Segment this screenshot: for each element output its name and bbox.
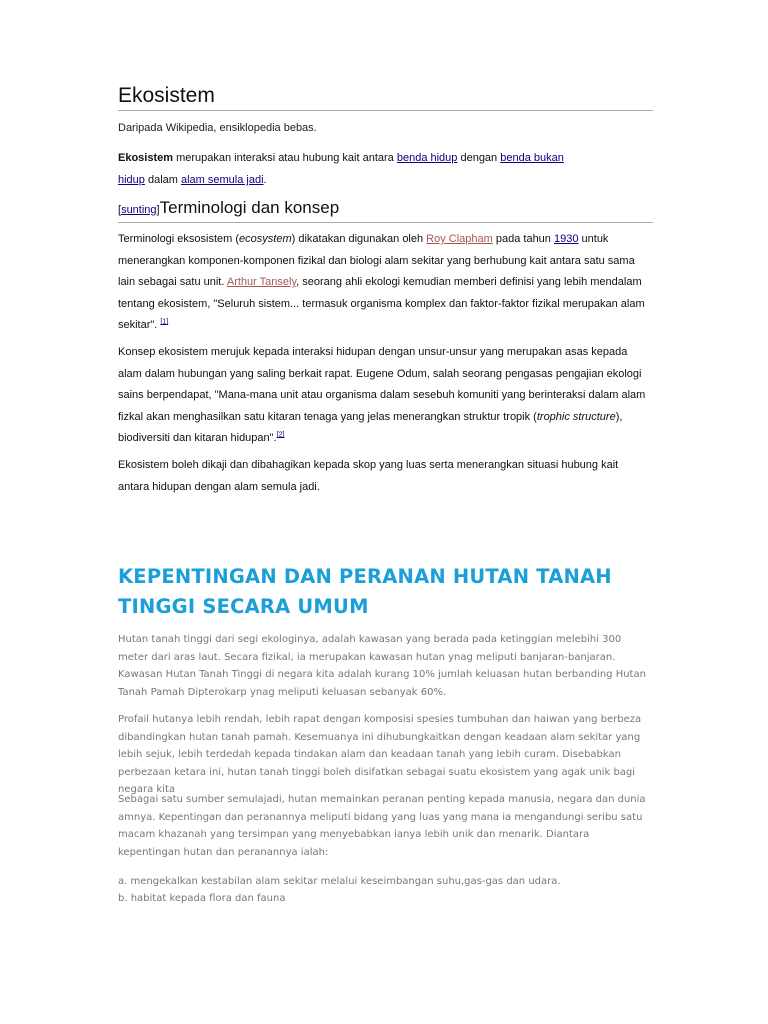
page-title: Ekosistem bbox=[118, 84, 653, 111]
p2-text-1: Konsep ekosistem merujuk kepada interaksi hidupan dengan unsur-unsur yang merupakan asas kepada alam dalam hubungan yang saling berkait rapat. Eugene Odum, salah seorang pengasas pengajian ekologi sains berpendapat, "Mana-mana unit atau organisma dalam sesebuh komuniti yang berinteraksi dalam alam fizkal akan menghasilkan satu kitaran tenaga yang jelas menerangkan struktur tropik ( bbox=[118, 346, 646, 423]
intro-text-3: dalam bbox=[144, 174, 181, 186]
link-arthur-tansely[interactable]: Arthur Tansely bbox=[226, 276, 297, 288]
paragraph-ekosistem-skop: Ekosistem boleh dikaji dan dibahagikan kepada skop yang luas serta menerangkan situasi hubung kait antara hidupan dengan alam semula jadi. bbox=[118, 459, 619, 493]
p2-text-2: ), biodiversiti dan kitaran hidupan". bbox=[118, 410, 623, 444]
link-hidup[interactable]: hidup bbox=[118, 174, 145, 186]
link-benda-bukan[interactable]: benda bukan bbox=[500, 152, 564, 164]
edit-link[interactable]: sunting bbox=[121, 204, 157, 216]
p1-text-5: , seorang ahli ekologi kemudian memberi definisi yang lebih mendalam tentang ekosistem, "Seluruh sistem... termasuk organisma komplex dan faktor-faktor fizikal merupakan alam sekitar". bbox=[118, 276, 645, 331]
p1-text-1: Terminologi eksosistem ( bbox=[118, 233, 240, 245]
intro-paragraph bbox=[118, 147, 588, 191]
link-roy-clapham[interactable]: Roy Clapham bbox=[426, 233, 493, 245]
link-alam-semula-jadi[interactable]: alam semula jadi bbox=[181, 174, 264, 186]
body-paragraph-2: Profail hutanya lebih rendah, lebih rapat dengan komposisi spesies tumbuhan dan haiwan yang berbeza dibandingkan hutan tanah pamah. Kesemuanya ini dihubungkaitkan dengan keadaan alam sekitar yang lebih sejuk, lebih terdedah kepada tindakan alam dan keadaan tanah yang lebih curam. Disebabkan perbezaan ketara ini, hutan tanah tinggi boleh disifatkan sebagai suatu ekosistem yang agak unik bagi negara kita bbox=[118, 714, 642, 795]
intro-text-4: . bbox=[263, 174, 267, 186]
link-1930[interactable]: 1930 bbox=[553, 233, 579, 245]
body-paragraph-3: Sebagai satu sumber semulajadi, hutan memainkan peranan penting kepada manusia, negara dan dunia amnya. Kepentingan dan peranannya meliputi bidang yang luas yang mana ia mengandungi seribu satu macam khazanah yang tersimpan yang menyebabkan ianya lebih unik dan menarik. Diantara kepentingan hutan dan peranannya ialah: bbox=[118, 794, 646, 858]
tagline: Daripada Wikipedia, ensiklopedia bebas. bbox=[118, 122, 317, 134]
edit-section bbox=[118, 204, 160, 216]
reference-1[interactable]: [1] bbox=[160, 318, 169, 326]
list-item-a: a. mengekalkan kestabilan alam sekitar melalui keseimbangan suhu,gas-gas dan udara. bbox=[118, 876, 561, 887]
link-benda-hidup[interactable]: benda hidup bbox=[396, 152, 458, 164]
edit-bracket-open: [ bbox=[118, 204, 122, 216]
p1-text-4: untuk menerangkan komponen-komponen fizikal dan biologi alam sekitar yang berhubung kait antara satu sama lain sebagai satu unit. bbox=[118, 233, 635, 288]
p1-text-2: ) dikatakan digunakan oleh bbox=[291, 233, 427, 245]
paragraph-terminologi bbox=[118, 229, 648, 337]
intro-bold-term: Ekosistem bbox=[118, 152, 174, 164]
section-heading-text: Terminologi dan konsep bbox=[159, 198, 340, 217]
p2-italic: trophic structure bbox=[536, 410, 616, 423]
intro-text-1: merupakan interaksi atau hubung kait antara bbox=[173, 152, 397, 164]
list-item-b: b. habitat kepada flora dan fauna bbox=[118, 893, 286, 904]
section-title-hutan-tanah-tinggi: KEPENTINGAN DAN PERANAN HUTAN TANAH TINGGI SECARA UMUM bbox=[118, 565, 612, 618]
intro-text-2: dengan bbox=[457, 152, 501, 164]
edit-bracket-close: ] bbox=[156, 204, 160, 216]
p1-italic: ecosystem bbox=[239, 233, 292, 245]
body-paragraph-1: Hutan tanah tinggi dari segi ekologinya, adalah kawasan yang berada pada ketinggian melebihi 300 meter dari aras laut. Secara fizikal, ia merupakan kawasan hutan ynag meliputi banjaran-banjaran. Kawasan Hutan Tanah Tinggi di negara kita adalah kurang 10% jumlah keluasan hutan berbanding Hutan Tanah Pamah Dipterokarp ynag meliputi keluasan sebanyak 60%. bbox=[118, 634, 646, 698]
section-heading-terminologi bbox=[118, 192, 653, 223]
p1-text-3: pada tahun bbox=[492, 233, 554, 245]
reference-2[interactable]: [2] bbox=[276, 431, 285, 439]
paragraph-konsep bbox=[118, 342, 648, 450]
